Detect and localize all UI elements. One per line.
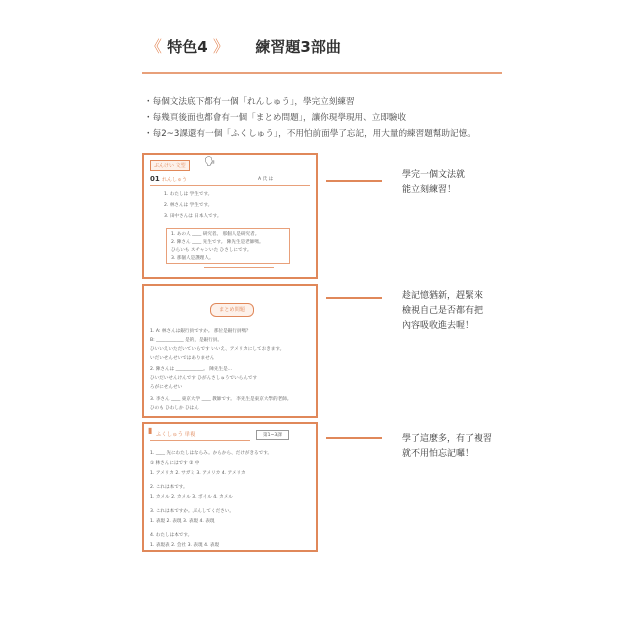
bunkei-tag: ぶんけい 文型	[150, 160, 190, 171]
caption-line: 學了這麼多，有了複習	[402, 434, 493, 444]
speech-icon: 🗣	[204, 157, 216, 167]
bullet-item: ・每2~3課還有一個「ふくしゅう」，不用怕前面學了忘記，用大量的練習題幫助記憶。	[144, 129, 476, 139]
question-line: 1. カメル 2. カメル 3. ボイル 4. カメル	[150, 495, 233, 500]
connector-line	[326, 297, 382, 299]
question-line: 1. ____ 先にわたしはならみ。からから、だけがきるです。	[150, 451, 273, 456]
page-title	[146, 34, 341, 57]
fukushuu-heading: ふくしゅう 単複	[156, 432, 196, 438]
exercise-line: 3. 那個人是護理人。	[171, 256, 214, 261]
exercise-line: 1. あの人 ____ 研究者。 那個人是研究者。	[171, 232, 260, 237]
question-line: ひいだいせんけんです ひがんさしゅうでいらんです	[150, 376, 258, 381]
caption-line: 檢視自己是否都有把	[402, 306, 484, 316]
question-line: ① 林さんにはです ② 中	[150, 461, 200, 466]
question-line: 1. 表現表 2. 会社 3. 表現 4. 表現	[150, 543, 220, 548]
caption-line: 內容吸收進去喔！	[402, 321, 475, 331]
exercise-line: ひらいも スチャンいた ひさしにです。	[171, 248, 252, 253]
bullet-item: ・每幾頁後面也都會有一個「まとめ問題」，讓你現學現用、立即驗收	[144, 113, 407, 123]
example-line: 3. 田中さんは 日本人です。	[164, 214, 222, 219]
question-line: 4. わたしは本です。	[150, 533, 193, 538]
practice-panel-fukushuu	[142, 422, 318, 552]
practice-panel-renshuu	[142, 153, 318, 279]
lesson-range: 第1~3課	[256, 430, 289, 440]
question-line: B: ____________ 是的，是銀行員。	[150, 338, 222, 343]
question-line: 2. これは本です。	[150, 485, 188, 490]
question-line: ひいいえいただいていらです いいえ、アメリカにしておきます。	[150, 347, 285, 352]
exercise-box	[166, 228, 290, 264]
renshuu-label: れんしゅう	[162, 177, 188, 183]
divider	[150, 440, 250, 441]
question-line: 3. 李さん ____ 東京大学 ____ 教師です。 李先生是東京大學的老師。	[150, 397, 292, 402]
feature-bullets	[144, 94, 476, 142]
practice-panel-matome	[142, 284, 318, 418]
question-line: ひのも ひわしか ひはん	[150, 406, 199, 411]
close-bracket: 》	[212, 37, 229, 56]
open-bracket: 《	[146, 37, 163, 56]
title-divider	[142, 72, 502, 74]
question-line: 1. アメリカ 2. サガミ 3. アメリカ 4. アメリカ	[150, 471, 246, 476]
caption-line: 學完一個文法就	[402, 170, 466, 180]
review-icon: ▮	[148, 426, 153, 435]
matome-badge: まとめ問題	[210, 303, 254, 317]
feature-label: 特色4	[167, 38, 208, 56]
connector-line	[326, 437, 382, 439]
example-line: 1. わたしは 学生です。	[164, 192, 213, 197]
caption-line: 能立刻練習！	[402, 185, 457, 195]
question-hint: A 氏 は	[258, 177, 274, 182]
caption-line: 就不用怕忘記囉！	[402, 449, 475, 459]
question-line: 3. これは本ですか。ぶんしてください。	[150, 509, 234, 514]
question-line: ろがにせんせい	[150, 385, 183, 390]
caption-matome	[402, 289, 483, 334]
caption-fukushuu	[402, 432, 492, 462]
caption-renshuu	[402, 168, 465, 198]
question-line: 2. 陳さんは ____________。 陳先生是...	[150, 367, 233, 372]
exercise-line: 2. 陳さん ____ 先生です。 陳先生是老師嗎。	[171, 240, 264, 245]
connector-line	[326, 180, 382, 182]
answer-line	[204, 267, 274, 268]
question-line: 1. 表現 2. 表現 3. 表現 4. 表現	[150, 519, 215, 524]
question-line: 1. A: 林さんは銀行員ですか。 那位是銀行員嗎？	[150, 329, 251, 334]
divider	[150, 185, 310, 186]
question-line: いだいせんせいではありません	[150, 356, 215, 361]
question-number: 01	[150, 175, 160, 183]
caption-line: 趁記憶猶新，趕緊來	[402, 291, 484, 301]
bullet-item: ・每個文法底下都有一個「れんしゅう」，學完立刻練習	[144, 97, 355, 107]
example-line: 2. 林さんは 学生です。	[164, 203, 213, 208]
title-text: 練習題3部曲	[255, 38, 341, 56]
